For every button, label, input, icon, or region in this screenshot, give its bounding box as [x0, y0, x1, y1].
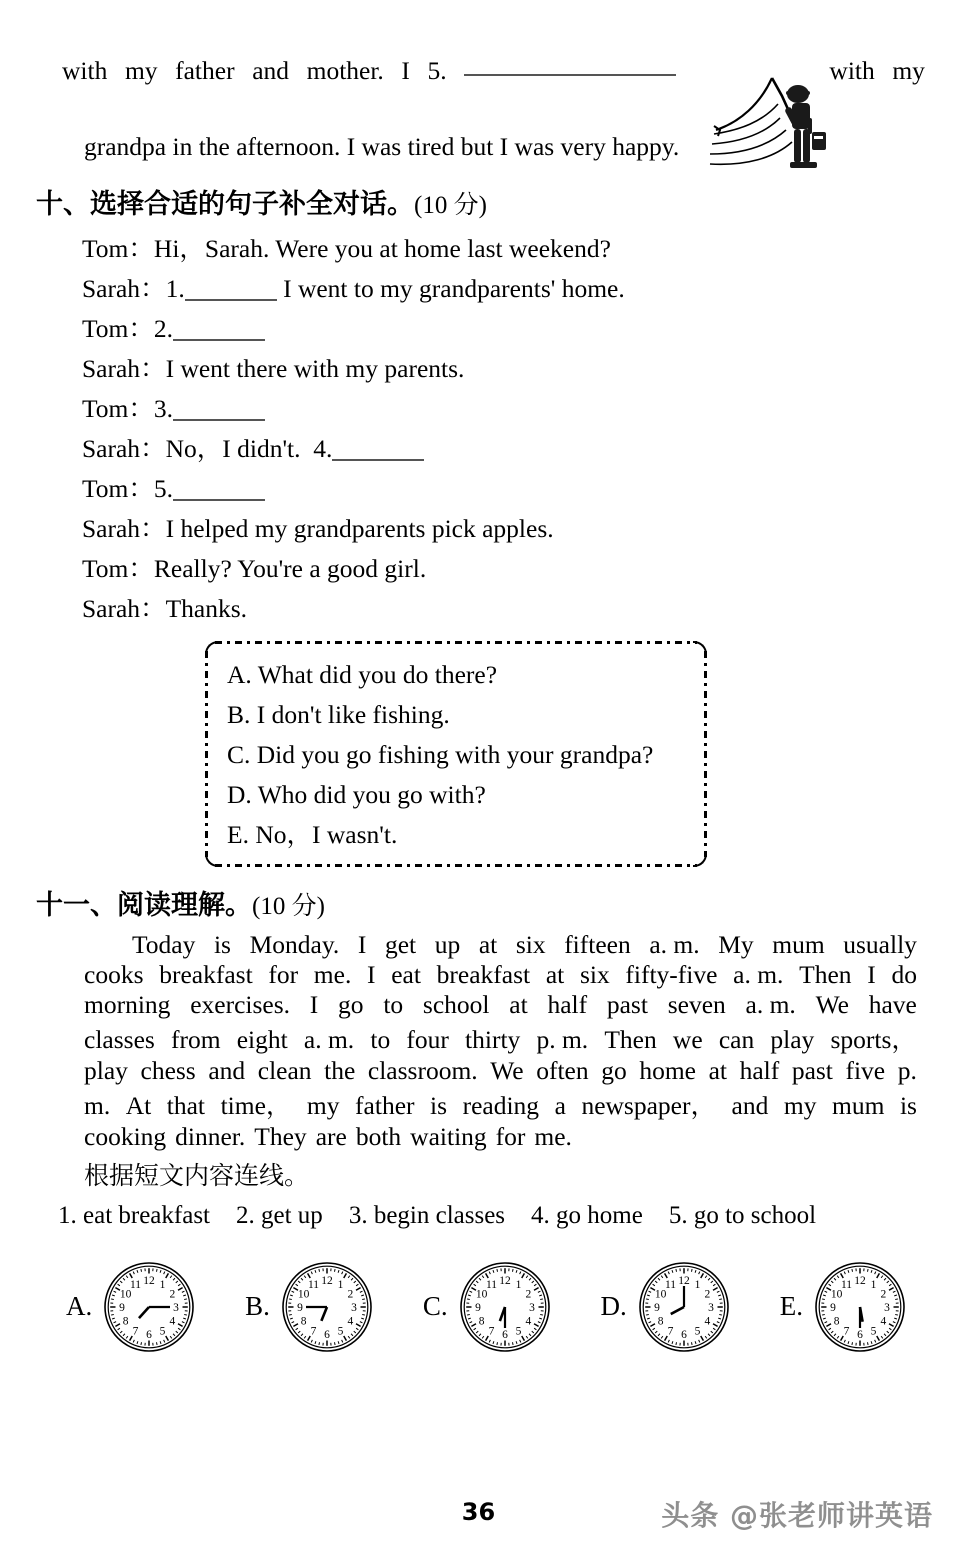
pw: fifteen	[564, 930, 631, 960]
svg-text:3: 3	[708, 1302, 714, 1314]
clock-label: A.	[66, 1291, 92, 1322]
pw: Then	[799, 960, 851, 990]
speaker-name: Sarah	[82, 274, 140, 303]
section-eleven-title: 十一、阅读理解。	[36, 890, 252, 921]
pw: the	[324, 1056, 355, 1086]
svg-text:11: 11	[308, 1278, 319, 1290]
clock-face-e	[809, 1256, 911, 1358]
pw: play	[84, 1056, 128, 1086]
pw: mum	[772, 930, 824, 960]
dialogue-text: Really? You're a good girl.	[154, 554, 426, 583]
dialogue-line	[82, 269, 935, 309]
pw: eight	[237, 1025, 288, 1055]
passage-line	[84, 1020, 917, 1056]
svg-text:8: 8	[301, 1315, 307, 1327]
pw: have	[869, 990, 917, 1020]
box-corner-br	[693, 853, 707, 867]
matching-item[interactable]: 3. begin classes	[349, 1202, 505, 1230]
dialogue-text: I went there with my parents.	[166, 354, 465, 383]
svg-text:12: 12	[854, 1275, 866, 1287]
pw: We	[816, 990, 849, 1020]
matching-item[interactable]: 4. go home	[531, 1202, 643, 1230]
speaker-colon: ：	[140, 434, 166, 463]
speaker-colon: ：	[128, 314, 154, 343]
svg-text:7: 7	[844, 1325, 850, 1337]
passage-line	[84, 930, 917, 960]
svg-text:4: 4	[170, 1315, 176, 1327]
tp-w: and	[252, 56, 289, 86]
clock-label: B.	[245, 1291, 270, 1322]
pw: is	[430, 1091, 447, 1121]
speaker-colon: ：	[140, 514, 166, 543]
pw: cooks	[84, 960, 144, 990]
clock-label: D.	[601, 1291, 627, 1322]
pw: go	[338, 990, 364, 1020]
pw: a. m.	[733, 960, 783, 990]
svg-text:6: 6	[681, 1329, 687, 1341]
matching-instruction: 根据短文内容连线。	[22, 1156, 935, 1192]
blank-number: 3.	[154, 394, 173, 423]
svg-text:11: 11	[841, 1278, 852, 1290]
svg-text:2: 2	[347, 1288, 353, 1300]
answer-blank-4[interactable]	[332, 443, 424, 461]
dialogue-line	[82, 549, 935, 589]
pw: waiting	[410, 1122, 487, 1152]
svg-text:6: 6	[502, 1329, 508, 1341]
pw: I	[358, 930, 367, 960]
box-border-right	[704, 651, 707, 857]
pw: we	[673, 1025, 703, 1055]
box-border-top	[215, 641, 697, 644]
svg-text:10: 10	[120, 1288, 132, 1300]
pw: past	[607, 990, 648, 1020]
pw: m.	[84, 1091, 110, 1121]
answer-blank-2[interactable]	[173, 323, 265, 341]
pw: reading	[463, 1091, 539, 1121]
svg-text:8: 8	[658, 1315, 664, 1327]
svg-text:3: 3	[884, 1302, 890, 1314]
pw: time，	[221, 1086, 292, 1122]
pw: five	[845, 1056, 885, 1086]
pw: cooking	[84, 1122, 166, 1152]
svg-text:8: 8	[123, 1315, 129, 1327]
option-item[interactable]: B. I don't like fishing.	[227, 695, 689, 735]
svg-text:10: 10	[298, 1288, 310, 1300]
blank-number: 2.	[154, 314, 173, 343]
pw: clean	[258, 1056, 312, 1086]
passage-line	[84, 990, 917, 1020]
pw: my	[307, 1091, 340, 1121]
tp-w: with	[829, 56, 874, 86]
pw: Then	[604, 1025, 656, 1055]
svg-text:12: 12	[144, 1275, 156, 1287]
svg-text:12: 12	[678, 1275, 690, 1287]
svg-text:11: 11	[486, 1278, 497, 1290]
pw: I	[310, 990, 319, 1020]
svg-text:10: 10	[655, 1288, 667, 1300]
box-corner-bl	[205, 853, 219, 867]
clock-option-d[interactable]	[601, 1256, 735, 1358]
option-item[interactable]: D. Who did you go with?	[227, 775, 689, 815]
pw: breakfast	[437, 960, 530, 990]
dialogue-text: I went to my grandparents' home.	[283, 274, 625, 303]
box-corner-tl	[205, 641, 219, 655]
section-ten-heading	[22, 182, 935, 221]
dialogue-text: I helped my grandparents pick apples.	[166, 514, 554, 543]
speaker-name: Sarah	[82, 514, 140, 543]
pw: a. m.	[746, 990, 796, 1020]
pw: six	[580, 960, 610, 990]
tp-w: with	[62, 56, 107, 86]
pw: for	[496, 1122, 526, 1152]
section-eleven-score: (10 分)	[252, 893, 325, 920]
dialogue-line	[82, 429, 935, 469]
box-border-bottom	[215, 864, 697, 867]
speaker-colon: ：	[140, 354, 166, 383]
pw: can	[719, 1025, 754, 1055]
blank-number: 4.	[313, 434, 332, 463]
svg-text:9: 9	[119, 1302, 125, 1314]
clock-face-b	[276, 1256, 378, 1358]
pw: that	[167, 1091, 205, 1121]
pw: both	[356, 1122, 401, 1152]
svg-text:3: 3	[351, 1302, 357, 1314]
pw: for	[268, 960, 298, 990]
pw: At	[126, 1091, 152, 1121]
blank-number: 1.	[166, 274, 185, 303]
clock-options-row	[22, 1256, 935, 1358]
speaker-name: Tom	[82, 474, 128, 503]
matching-item[interactable]: 5. go to school	[669, 1202, 816, 1230]
option-item[interactable]: C. Did you go fishing with your grandpa?	[227, 735, 689, 775]
pw: is	[214, 930, 231, 960]
box-corner-tr	[693, 641, 707, 655]
clock-option-a[interactable]	[66, 1256, 200, 1358]
section-ten-title: 十、选择合适的句子补全对话。	[36, 189, 414, 220]
clock-option-e[interactable]	[780, 1256, 911, 1358]
svg-text:11: 11	[665, 1278, 676, 1290]
pw: p. m.	[536, 1025, 588, 1055]
pw: My	[718, 930, 753, 960]
svg-text:1: 1	[160, 1278, 166, 1290]
speaker-name: Sarah	[82, 594, 140, 623]
svg-text:5: 5	[160, 1325, 166, 1337]
pw: p.	[898, 1056, 917, 1086]
watermark-text: 头条 @张老师讲英语	[661, 1494, 933, 1534]
pw: newspaper，	[581, 1086, 716, 1122]
svg-text:7: 7	[488, 1325, 494, 1337]
pw: a. m.	[304, 1025, 354, 1055]
speaker-colon: ：	[128, 234, 154, 263]
matching-item[interactable]: 1. eat breakfast	[58, 1202, 210, 1230]
tp-w: my	[125, 56, 158, 86]
pw: a	[555, 1091, 566, 1121]
pw: home	[639, 1056, 696, 1086]
answer-blank-5[interactable]	[464, 56, 676, 76]
svg-text:4: 4	[525, 1315, 531, 1327]
pw: do	[891, 960, 917, 990]
passage-line	[84, 1122, 917, 1152]
svg-text:12: 12	[321, 1275, 333, 1287]
options-box	[205, 641, 707, 867]
option-item[interactable]: A. What did you do there?	[227, 655, 689, 695]
speaker-name: Tom	[82, 554, 128, 583]
answer-blank-1[interactable]	[185, 283, 277, 301]
pw: up	[435, 930, 461, 960]
pw: eat	[391, 960, 421, 990]
svg-text:7: 7	[667, 1325, 673, 1337]
dialogue-line	[82, 349, 935, 389]
svg-text:2: 2	[170, 1288, 176, 1300]
pw: me.	[534, 1122, 572, 1152]
pw: from	[171, 1025, 221, 1055]
answer-blank-5b[interactable]	[173, 483, 265, 501]
fisherman-icon	[700, 74, 828, 179]
svg-text:5: 5	[694, 1325, 700, 1337]
pw: past	[792, 1056, 833, 1086]
pw: to	[370, 1025, 390, 1055]
pw: often	[536, 1056, 588, 1086]
speaker-name: Sarah	[82, 354, 140, 383]
pw: chess	[141, 1056, 196, 1086]
pw: sports，	[830, 1020, 916, 1056]
pw: We	[490, 1056, 523, 1086]
tp-w: 5.	[428, 56, 447, 86]
pw: six	[516, 930, 546, 960]
svg-text:4: 4	[880, 1315, 886, 1327]
svg-text:9: 9	[830, 1302, 836, 1314]
pw: go	[601, 1056, 627, 1086]
speaker-name: Sarah	[82, 434, 140, 463]
dialogue-line	[82, 469, 935, 509]
pw: a. m.	[649, 930, 699, 960]
pw: me.	[314, 960, 352, 990]
svg-text:9: 9	[475, 1302, 481, 1314]
option-item[interactable]: E. No，I wasn't.	[227, 815, 689, 855]
passage-line	[84, 1056, 917, 1086]
svg-text:7: 7	[311, 1325, 317, 1337]
pw: to	[383, 990, 403, 1020]
speaker-colon: ：	[128, 474, 154, 503]
svg-text:8: 8	[478, 1315, 484, 1327]
pw: get	[385, 930, 416, 960]
passage-line	[84, 960, 917, 990]
pw: morning	[84, 990, 170, 1020]
pw: at	[709, 1056, 727, 1086]
svg-text:6: 6	[857, 1329, 863, 1341]
clock-option-c[interactable]	[423, 1256, 556, 1358]
dialogue-line	[82, 589, 935, 629]
pw: half	[547, 990, 587, 1020]
worksheet-page	[0, 56, 957, 1556]
pw: four	[406, 1025, 448, 1055]
svg-text:5: 5	[338, 1325, 344, 1337]
pw: exercises.	[190, 990, 290, 1020]
pw: at	[509, 990, 527, 1020]
pw: and	[732, 1091, 769, 1121]
reading-passage	[22, 930, 935, 1152]
clock-face-c	[454, 1256, 556, 1358]
speaker-name: Tom	[82, 234, 128, 263]
svg-text:9: 9	[654, 1302, 660, 1314]
pw: half	[740, 1056, 780, 1086]
speaker-name: Tom	[82, 314, 128, 343]
svg-text:2: 2	[704, 1288, 710, 1300]
pw: at	[479, 930, 497, 960]
pw: Today	[132, 930, 195, 960]
dialogue-line	[82, 309, 935, 349]
dialogue-line	[82, 389, 935, 429]
pw: dinner.	[175, 1122, 245, 1152]
svg-text:10: 10	[831, 1288, 843, 1300]
svg-text:6: 6	[324, 1329, 330, 1341]
clock-face-a	[98, 1256, 200, 1358]
svg-text:5: 5	[871, 1325, 877, 1337]
svg-text:5: 5	[515, 1325, 521, 1337]
clock-label: E.	[780, 1291, 803, 1322]
section-ten-score: (10 分)	[414, 192, 487, 219]
matching-item[interactable]: 2. get up	[236, 1202, 323, 1230]
page-footer	[0, 1486, 957, 1546]
svg-text:4: 4	[347, 1315, 353, 1327]
page-number: 36	[0, 1498, 957, 1526]
pw: school	[423, 990, 490, 1020]
dialogue-line	[82, 509, 935, 549]
svg-text:2: 2	[525, 1288, 531, 1300]
pw: are	[316, 1122, 347, 1152]
svg-text:3: 3	[529, 1302, 535, 1314]
passage-line	[84, 1086, 917, 1122]
dialogue-list	[22, 229, 935, 629]
dialogue-pretext: No，I didn't.	[166, 434, 301, 463]
svg-text:7: 7	[133, 1325, 139, 1337]
svg-text:2: 2	[880, 1288, 886, 1300]
tp-w: mother.	[307, 56, 384, 86]
clock-face-d	[633, 1256, 735, 1358]
blank-number: 5.	[154, 474, 173, 503]
svg-text:10: 10	[475, 1288, 487, 1300]
pw: fifty-five	[625, 960, 717, 990]
tp-w: my	[892, 56, 925, 86]
pw: seven	[668, 990, 726, 1020]
pw: I	[367, 960, 376, 990]
pw: Monday.	[250, 930, 340, 960]
pw: my	[784, 1091, 817, 1121]
svg-text:1: 1	[871, 1278, 877, 1290]
pw: at	[546, 960, 564, 990]
svg-text:1: 1	[515, 1278, 521, 1290]
top-paragraph-line-2: grandpa in the afternoon. I was tired but I was very happy.	[22, 134, 935, 160]
pw: classes	[84, 1025, 155, 1055]
svg-text:1: 1	[694, 1278, 700, 1290]
svg-text:8: 8	[834, 1315, 840, 1327]
tp-w: father	[175, 56, 234, 86]
speaker-colon: ：	[140, 274, 166, 303]
svg-text:11: 11	[130, 1278, 141, 1290]
section-eleven-heading	[22, 883, 935, 922]
pw: breakfast	[159, 960, 252, 990]
pw: usually	[843, 930, 917, 960]
pw: mum	[832, 1091, 884, 1121]
pw: I	[867, 960, 876, 990]
svg-text:9: 9	[297, 1302, 303, 1314]
speaker-colon: ：	[128, 394, 154, 423]
svg-text:4: 4	[704, 1315, 710, 1327]
pw: play	[770, 1025, 814, 1055]
pw: thirty	[465, 1025, 520, 1055]
dialogue-text: Hi，Sarah. Were you at home last weekend?	[154, 234, 611, 263]
svg-text:1: 1	[338, 1278, 344, 1290]
speaker-colon: ：	[140, 594, 166, 623]
answer-blank-3[interactable]	[173, 403, 265, 421]
options-box-wrapper	[22, 641, 935, 867]
pw: is	[900, 1091, 917, 1121]
pw: They	[254, 1122, 306, 1152]
svg-text:6: 6	[146, 1329, 152, 1341]
pw: father	[355, 1091, 414, 1121]
svg-text:3: 3	[173, 1302, 179, 1314]
pw: classroom.	[368, 1056, 478, 1086]
dialogue-text: Thanks.	[166, 594, 247, 623]
clock-option-b[interactable]	[245, 1256, 378, 1358]
speaker-name: Tom	[82, 394, 128, 423]
svg-text:12: 12	[499, 1275, 511, 1287]
clock-label: C.	[423, 1291, 448, 1322]
tp-w: I	[401, 56, 410, 86]
box-border-left	[205, 651, 208, 857]
dialogue-line	[82, 229, 935, 269]
matching-items-row	[22, 1202, 935, 1230]
speaker-colon: ：	[128, 554, 154, 583]
pw: and	[208, 1056, 245, 1086]
